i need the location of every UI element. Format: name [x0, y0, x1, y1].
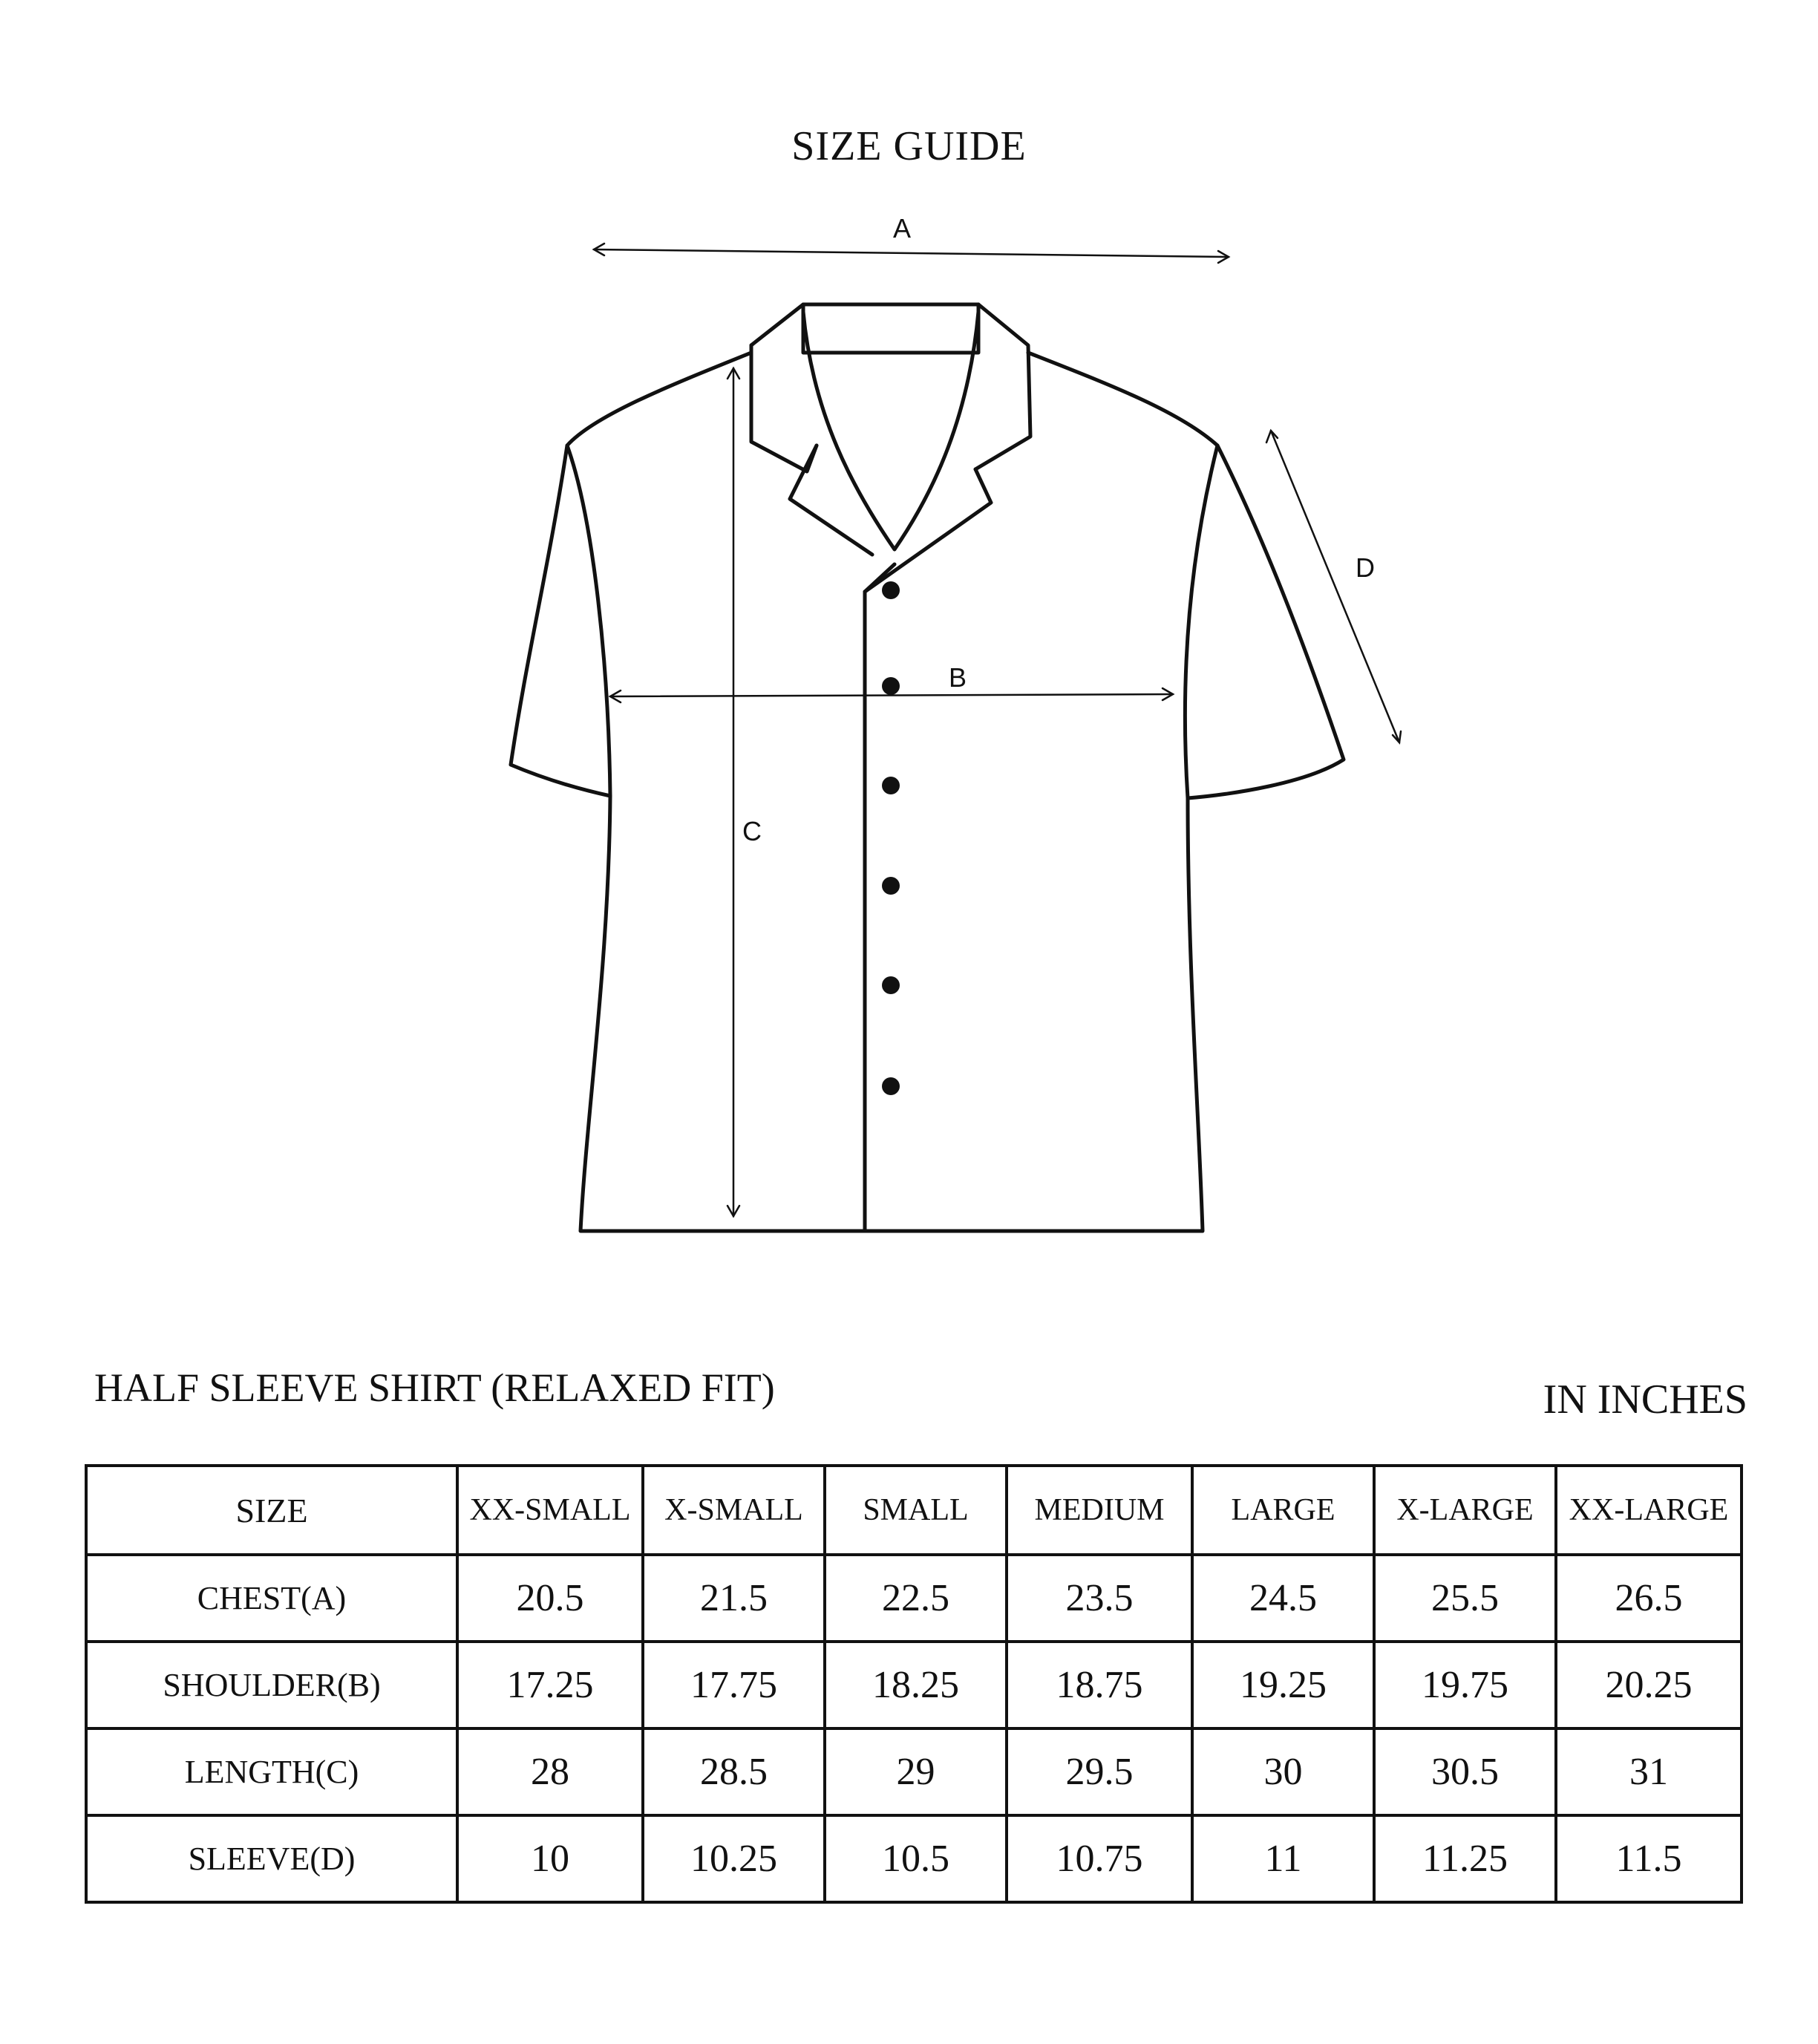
table-cell: 25.5: [1374, 1555, 1556, 1642]
label-c: C: [742, 816, 762, 846]
table-cell: 10.5: [825, 1815, 1007, 1902]
header-cell: XX-LARGE: [1556, 1466, 1742, 1555]
table-row: [86, 1728, 1742, 1815]
table-cell: 28.5: [643, 1728, 825, 1815]
table-cell: 10: [457, 1815, 643, 1902]
row-label: SLEEVE(D): [86, 1815, 457, 1902]
table-cell: 26.5: [1556, 1555, 1742, 1642]
table-cell: 28: [457, 1728, 643, 1815]
table-cell: 17.75: [643, 1642, 825, 1728]
measure-a-arrow: [594, 244, 1229, 263]
table-cell: 19.75: [1374, 1642, 1556, 1728]
table-cell: 20.25: [1556, 1642, 1742, 1728]
table-cell: 30.5: [1374, 1728, 1556, 1815]
table-header-row: [86, 1466, 1742, 1555]
table-cell: 18.25: [825, 1642, 1007, 1728]
left-lapel: [790, 445, 872, 555]
table-cell: 21.5: [643, 1555, 825, 1642]
table-cell: 24.5: [1192, 1555, 1374, 1642]
row-label: LENGTH(C): [86, 1728, 457, 1815]
table-row: [86, 1555, 1742, 1642]
table-cell: 23.5: [1007, 1555, 1192, 1642]
left-armhole-seam: [567, 445, 610, 796]
header-cell: MEDIUM: [1007, 1466, 1192, 1555]
header-cell: SMALL: [825, 1466, 1007, 1555]
label-b: B: [948, 662, 967, 693]
button: [882, 677, 900, 695]
table-cell: 31: [1556, 1728, 1742, 1815]
shirt-right-body: [865, 353, 1344, 1231]
button: [882, 581, 900, 599]
table-cell: 11.25: [1374, 1815, 1556, 1902]
header-cell: X-SMALL: [643, 1466, 825, 1555]
table-cell: 10.25: [643, 1815, 825, 1902]
table-cell: 18.75: [1007, 1642, 1192, 1728]
label-a: A: [892, 213, 912, 244]
size-table: [85, 1464, 1743, 1904]
table-cell: 10.75: [1007, 1815, 1192, 1902]
product-title: HALF SLEEVE SHIRT (RELAXED FIT): [94, 1365, 775, 1410]
button: [882, 877, 900, 895]
measure-d-arrow: [1266, 431, 1401, 742]
label-d: D: [1356, 552, 1375, 583]
button: [882, 976, 900, 994]
table-cell: 22.5: [825, 1555, 1007, 1642]
collar-inner-line: [803, 304, 978, 353]
buttons: [882, 581, 900, 1095]
header-cell: XX-SMALL: [457, 1466, 643, 1555]
table-cell: 30: [1192, 1728, 1374, 1815]
table-cell: 20.5: [457, 1555, 643, 1642]
header-cell: SIZE: [86, 1466, 457, 1555]
measure-c-arrow: [727, 368, 739, 1216]
collar-band: [751, 304, 1030, 469]
row-label: CHEST(A): [86, 1555, 457, 1642]
table-cell: 19.25: [1192, 1642, 1374, 1728]
table-cell: 29.5: [1007, 1728, 1192, 1815]
right-armhole-seam: [1185, 445, 1217, 798]
button: [882, 777, 900, 794]
table-cell: 11: [1192, 1815, 1374, 1902]
units-label: IN INCHES: [1543, 1377, 1747, 1423]
table-cell: 17.25: [457, 1642, 643, 1728]
table-row: [86, 1642, 1742, 1728]
header-cell: LARGE: [1192, 1466, 1374, 1555]
row-label: SHOULDER(B): [86, 1642, 457, 1728]
table-row: [86, 1815, 1742, 1902]
shirt-left-body: [511, 353, 865, 1231]
button: [882, 1077, 900, 1095]
header-cell: X-LARGE: [1374, 1466, 1556, 1555]
table-cell: 11.5: [1556, 1815, 1742, 1902]
page-title: SIZE GUIDE: [791, 123, 1027, 169]
table-cell: 29: [825, 1728, 1007, 1815]
neckline: [803, 312, 978, 549]
left-collar: [751, 345, 817, 471]
